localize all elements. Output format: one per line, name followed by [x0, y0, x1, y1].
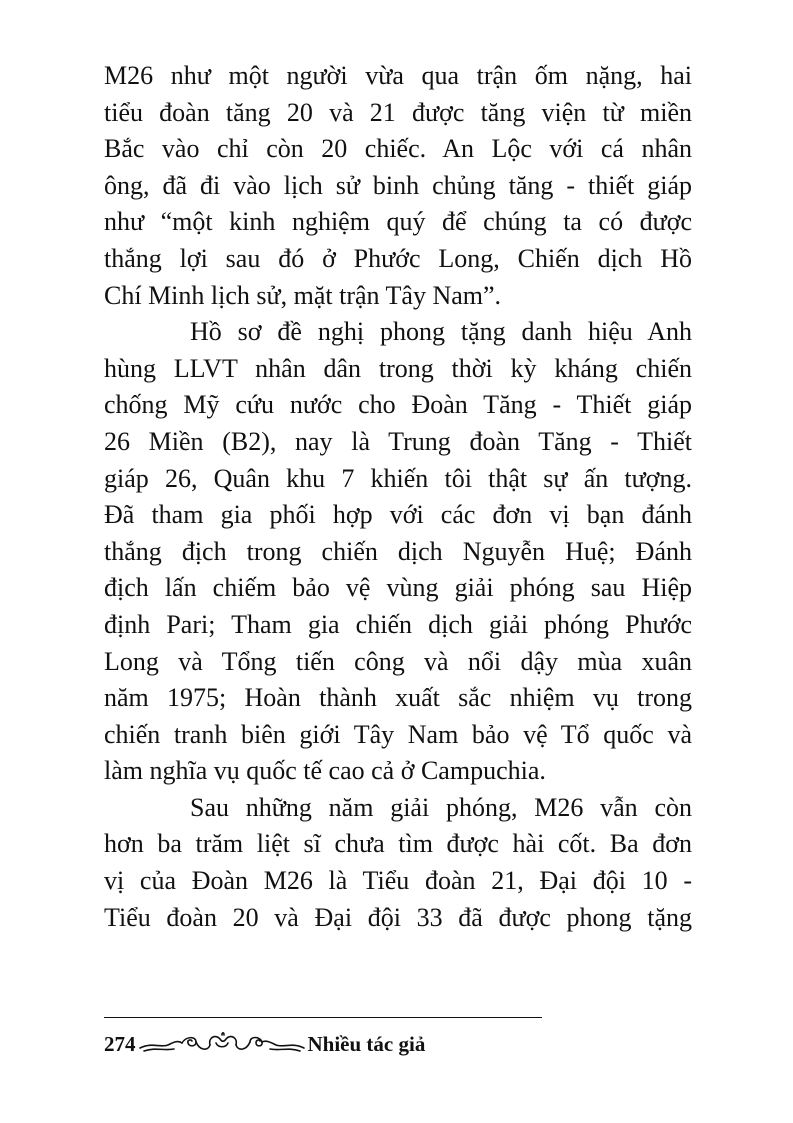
text-line: chiến tranh biên giới Tây Nam bảo vệ Tổ quốc và	[104, 719, 692, 749]
text-line: Đã tham gia phối hợp với các đơn vị bạn đánh	[104, 500, 692, 530]
book-author: Nhiều tác giả	[307, 1031, 426, 1056]
text-line: định Pari; Tham gia chiến dịch giải phóng Phước	[104, 609, 692, 639]
text-line: chống Mỹ cứu nước cho Đoàn Tăng - Thiết giáp	[104, 390, 692, 420]
footer-divider	[104, 1017, 542, 1018]
flourish-ornament-icon	[138, 1031, 306, 1057]
text-line: giáp 26, Quân khu 7 khiến tôi thật sự ấn tượng.	[104, 463, 692, 493]
text-line: hùng LLVT nhân dân trong thời kỳ kháng chiến	[104, 353, 692, 383]
body-text	[104, 58, 692, 936]
text-line: 26 Miền (B2), nay là Trung đoàn Tăng - Thiết	[104, 426, 692, 456]
page-number: 274	[104, 1031, 136, 1056]
text-line: Bắc vào chỉ còn 20 chiếc. An Lộc với cá nhân	[104, 134, 692, 164]
text-line: năm 1975; Hoàn thành xuất sắc nhiệm vụ trong	[104, 683, 692, 713]
text-line: Hồ sơ đề nghị phong tặng danh hiệu Anh	[190, 317, 692, 347]
text-line: Sau những năm giải phóng, M26 vẫn còn	[190, 792, 692, 822]
text-line: hơn ba trăm liệt sĩ chưa tìm được hài cốt. Ba đơn	[104, 829, 692, 859]
text-line: như “một kinh nghiệm quý để chúng ta có được	[104, 207, 692, 237]
text-line: Long và Tổng tiến công và nổi dậy mùa xuân	[104, 646, 692, 676]
text-line: Tiểu đoàn 20 và Đại đội 33 đã được phong tặng	[104, 902, 692, 932]
text-line: ông, đã đi vào lịch sử binh chủng tăng - thiết giáp	[104, 170, 692, 200]
text-line: thắng lợi sau đó ở Phước Long, Chiến dịch Hồ	[104, 243, 692, 273]
text-line: địch lấn chiếm bảo vệ vùng giải phóng sau Hiệp	[104, 573, 692, 603]
text-line: Chí Minh lịch sử, mặt trận Tây Nam”.	[104, 280, 502, 310]
page-footer	[104, 1027, 425, 1061]
text-line: làm nghĩa vụ quốc tế cao cả ở Campuchia.	[104, 756, 546, 786]
text-line: tiểu đoàn tăng 20 và 21 được tăng viện từ miền	[104, 97, 692, 127]
text-line: M26 như một người vừa qua trận ốm nặng, hai	[104, 61, 692, 90]
text-line: thắng địch trong chiến dịch Nguyễn Huệ; Đánh	[104, 536, 692, 566]
text-line: vị của Đoàn M26 là Tiểu đoàn 21, Đại đội 10 -	[104, 866, 692, 896]
